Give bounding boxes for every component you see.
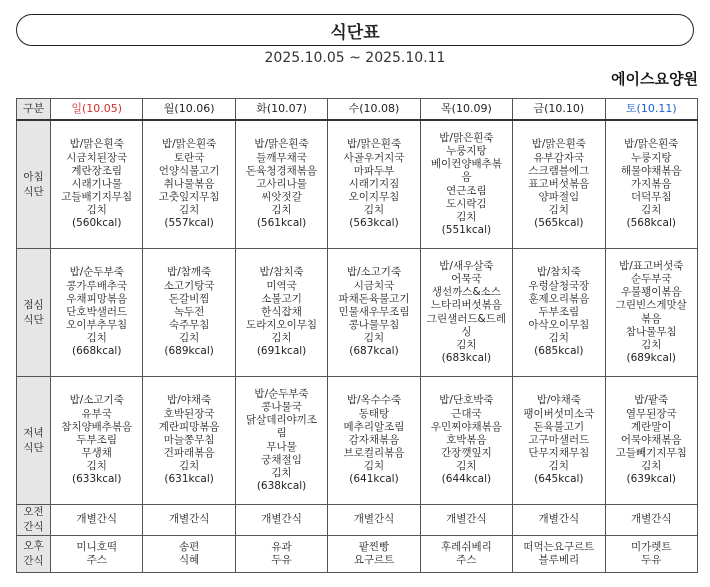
meal-label-line: 점심 [23,298,44,311]
menu-cell [605,505,697,536]
menu-item: 두부조림 [76,433,117,446]
menu-item: 콩나물국 [261,400,302,413]
menu-item: 미역국 [266,279,297,292]
menu-item: 후레쉬베리 [441,540,492,553]
menu-item: 김치 [548,204,569,217]
menu-item: 개별간식 [76,513,117,526]
menu-item: 오이부추무침 [66,319,128,332]
menu-item: 두부조림 [538,305,580,318]
menu-item: 호박된장국 [163,407,215,420]
menu-item: 밥/맑은흰죽 [531,138,586,151]
menu-item: 김치 [86,460,107,473]
menu-item: 아삭오이무침 [528,319,590,332]
menu-item: (557kcal) [164,217,214,230]
menu-item: 김치 [178,332,200,345]
menu-item: 콩나물무침 [348,319,400,332]
menu-item: 근대국 [451,407,482,420]
menu-item: 우렁살청국장 [528,279,590,292]
menu-item: 생선까스&소스 [431,286,501,299]
menu-item: 그린샐러드&드레 [426,312,506,325]
menu-item: 민물새우무조림 [338,305,410,318]
pm-snack-row [17,536,698,573]
menu-item: 동태탕 [358,407,390,420]
menu-item: 음 [461,171,472,184]
menu-item: 싱 [461,325,472,338]
menu-item: 돈갈비찜 [168,292,210,305]
menu-item: 시래기지짐 [348,177,400,190]
meal-label-line: 오전 [23,506,44,518]
menu-item: 미니호떡 [76,540,117,553]
menu-item: 도라지오이무침 [246,319,318,332]
menu-cell [513,505,605,536]
meal-plan-table [16,98,698,573]
menu-cell [51,249,143,377]
menu-item: 주스 [86,554,107,566]
menu-item: 가지볶음 [630,177,672,190]
day-header-tue: 화(10.07) [235,99,327,121]
menu-item: 고춧잎지무침 [158,191,220,204]
menu-item: 밥/맑은흰죽 [439,131,494,144]
menu-cell [420,120,512,249]
menu-item: 밥/맑은흰죽 [254,138,309,151]
menu-item: 닭살데리야끼조 [246,414,318,427]
menu-item: 우민찌야채볶음 [430,420,502,433]
menu-item: 블루베리 [538,554,580,566]
menu-item: 무생채 [81,447,112,460]
menu-item: 김치 [641,204,662,217]
menu-item: (641kcal) [349,473,399,486]
meal-label-line: 저녁 [23,426,44,439]
menu-item: 훈제오리볶음 [528,292,590,305]
day-header-wed: 수(10.08) [328,99,420,121]
menu-item: 한식잡채 [261,305,302,318]
header-label-cell: 구분 [17,99,51,121]
menu-item: 김치 [86,204,107,217]
menu-item: 메추리알조림 [343,420,405,433]
menu-item: 김치 [178,204,200,217]
menu-cell [328,249,420,377]
menu-item: 순두부국 [630,272,672,285]
am-snack-label [17,505,51,536]
menu-item: 소고기탕국 [163,279,215,292]
page-title-box [16,14,694,46]
menu-item: 밥/야채죽 [536,394,581,407]
breakfast-row [17,120,698,249]
menu-item: (644kcal) [441,473,492,486]
menu-item: 김치 [548,332,569,345]
menu-item: 참치양배추볶음 [61,420,133,433]
menu-item: 들깨무채국 [256,151,307,164]
menu-cell [605,536,697,573]
menu-item: 주스 [456,554,477,566]
menu-item: 건파래볶음 [163,447,215,460]
menu-item: 단무지채무침 [528,447,590,460]
menu-cell [235,377,327,505]
day-header-thu: 목(10.09) [420,99,512,121]
menu-cell [143,505,235,536]
menu-item: 밥/참깨죽 [167,266,212,279]
menu-item: (668kcal) [71,345,122,358]
menu-cell [513,249,605,377]
menu-item: 김치 [178,460,200,473]
menu-cell [328,377,420,505]
date-range: 2025.10.05 ~ 2025.10.11 [264,50,446,66]
menu-item: 밥/맑은흰죽 [346,138,402,151]
menu-item: 시금치국 [353,279,395,292]
menu-item: 연근조림 [446,184,487,197]
menu-item: 개별간식 [168,513,210,526]
menu-cell [235,505,327,536]
menu-item: 열무된장국 [625,407,677,420]
day-header-sun: 일(10.05) [51,99,143,121]
menu-item: 궁채절임 [261,453,302,466]
menu-item: 김치 [456,460,477,473]
menu-item: 어묵야채볶음 [620,433,682,446]
menu-cell [328,505,420,536]
menu-item: 개별간식 [630,513,672,526]
menu-item: 고들빼기지무침 [615,447,687,460]
menu-item: 그린빈스게맛살 [615,299,687,312]
menu-cell [605,377,697,505]
menu-item: 밥/야채죽 [167,394,212,407]
menu-cell [143,536,235,573]
menu-item: 우채피망볶음 [66,292,128,305]
menu-item: 표고버섯볶음 [528,177,590,190]
menu-item: 떠먹는요구르트 [523,540,595,553]
menu-cell [420,377,512,505]
meal-label-line: 간식 [23,555,44,567]
menu-item: 김치 [271,332,292,345]
menu-cell [51,505,143,536]
meal-label-line: 식단 [23,441,44,454]
menu-item: 누룽지탕 [446,144,487,157]
menu-item: 밥/맑은흰죽 [624,138,679,151]
menu-cell [605,120,697,249]
menu-cell [420,536,512,573]
meal-label-line: 오후 [23,540,44,552]
menu-item: 개별간식 [446,513,487,526]
menu-item: 간장깻잎지 [441,447,492,460]
menu-item: 김치 [641,338,662,351]
menu-item: 돈육불고기 [533,420,585,433]
menu-item: 미가렛트 [630,540,672,553]
menu-item: 개별간식 [261,513,302,526]
am-snack-row [17,505,698,536]
day-header-fri: 금(10.10) [513,99,605,121]
menu-item: (560kcal) [71,217,122,230]
header-row [17,99,698,121]
menu-item: (638kcal) [256,480,307,493]
menu-item: 더덕무침 [630,191,672,204]
menu-item: 파채돈육불고기 [338,292,410,305]
meal-label-line: 아침 [23,170,44,183]
menu-item: (633kcal) [71,473,122,486]
menu-item: 밥/소고기죽 [69,394,124,407]
menu-item: (683kcal) [441,352,492,365]
menu-item: 소불고기 [261,292,302,305]
menu-item: 해물야채볶음 [620,164,682,177]
menu-item: 녹두전 [173,305,205,318]
menu-item: (563kcal) [349,217,399,230]
menu-item: 두유 [271,554,292,566]
menu-cell [51,377,143,505]
breakfast-label [17,120,51,249]
menu-item: (689kcal) [626,352,676,365]
menu-cell [143,120,235,249]
menu-item: 고구마샐러드 [528,433,590,446]
menu-cell [235,120,327,249]
menu-item: (631kcal) [164,473,214,486]
menu-item: 식혜 [178,554,200,566]
menu-item: 림 [276,427,287,440]
menu-item: (691kcal) [256,345,307,358]
menu-item: 호박볶음 [446,433,487,446]
menu-item: (639kcal) [626,473,676,486]
menu-item: 김치 [548,460,569,473]
menu-item: 감자채볶음 [348,433,400,446]
menu-item: (561kcal) [256,217,307,230]
day-header-mon: 월(10.06) [143,99,235,121]
menu-item: 볶음 [641,312,662,325]
menu-item: 밥/옥수수죽 [346,394,402,407]
menu-item: 개별간식 [353,513,395,526]
lunch-row [17,249,698,377]
menu-item: 오이지무침 [348,191,400,204]
menu-item: 송편 [178,540,200,553]
menu-item: (565kcal) [534,217,584,230]
menu-item: 사골우거지국 [343,151,405,164]
menu-item: 김치 [363,332,385,345]
menu-cell [51,120,143,249]
menu-item: (689kcal) [164,345,214,358]
menu-item: 숙주무침 [168,319,210,332]
menu-cell [420,505,512,536]
meal-label-line: 식단 [23,313,44,326]
menu-item: (685kcal) [534,345,584,358]
menu-item: 참나물무침 [625,325,677,338]
menu-cell [420,249,512,377]
menu-item: 브로컬리볶음 [343,447,405,460]
menu-item: 김치 [271,466,292,479]
menu-item: 단호박샐러드 [66,305,128,318]
menu-item: 무나물 [266,440,297,453]
menu-item: 토란국 [173,151,205,164]
menu-item: 밥/표고버섯죽 [619,259,684,272]
menu-item: (645kcal) [534,473,584,486]
menu-cell [513,120,605,249]
pm-snack-label [17,536,51,573]
menu-item: 우불꽹이볶음 [620,286,682,299]
menu-item: 마파두부 [353,164,395,177]
menu-cell [51,536,143,573]
menu-item: 요구르트 [353,554,395,566]
menu-item: 씨앗젓갈 [261,191,302,204]
menu-item: (687kcal) [349,345,399,358]
menu-item: 베이컨양배추볶 [430,158,502,171]
menu-cell [235,249,327,377]
menu-item: 스크램블에그 [528,164,590,177]
menu-item: 계란피망볶음 [158,420,220,433]
menu-item: 밥/순두부죽 [69,266,124,279]
facility-name: 에이스요양원 [611,70,698,88]
menu-item: 밥/맑은흰죽 [162,138,217,151]
menu-item: 밥/순두부죽 [254,387,309,400]
menu-item: 시래기나물 [71,177,123,190]
menu-cell [513,377,605,505]
menu-item: 양파절임 [538,191,580,204]
dinner-row [17,377,698,505]
menu-item: 밥/단호박죽 [439,394,494,407]
menu-item: 팽이버섯미소국 [523,407,595,420]
meal-label-line: 간식 [23,521,44,533]
menu-item: 어묵국 [451,272,482,285]
menu-item: 밥/소고기죽 [346,266,402,279]
menu-item: 마늘쫑무침 [163,433,215,446]
menu-item: 김치 [456,338,477,351]
menu-item: 밥/새우살죽 [439,259,494,272]
menu-item: 시금치된장국 [66,151,128,164]
menu-cell [328,120,420,249]
menu-item: 고들배기지무침 [61,191,133,204]
menu-cell [143,377,235,505]
menu-item: (568kcal) [626,217,676,230]
page-title: 식단표 [330,22,380,43]
menu-item: 언양식불고기 [158,164,220,177]
menu-item: 도시락김 [446,197,487,210]
menu-item: 팥찐빵 [358,540,390,553]
menu-item: 두유 [641,554,662,566]
menu-item: 김치 [86,332,107,345]
menu-item: 유부국 [81,407,112,420]
menu-item: 계란장조림 [71,164,123,177]
menu-item: 김치 [363,460,385,473]
menu-item: 밥/참치죽 [259,266,304,279]
menu-item: 김치 [271,204,292,217]
menu-item: 밥/팥죽 [634,394,669,407]
menu-cell [143,249,235,377]
menu-item: 밥/맑은흰죽 [69,138,124,151]
menu-item: 김치 [456,210,477,223]
menu-cell [513,536,605,573]
dinner-label [17,377,51,505]
menu-item: (551kcal) [441,224,492,237]
menu-item: 김치 [363,204,385,217]
menu-item: 개별간식 [538,513,580,526]
menu-item: 고사리나물 [256,177,307,190]
menu-item: 느타리버섯볶음 [430,299,502,312]
menu-item: 콩가루배추국 [66,279,128,292]
menu-cell [235,536,327,573]
menu-item: 밥/참치죽 [536,266,581,279]
menu-cell [328,536,420,573]
menu-item: 유과 [271,540,292,553]
menu-cell [605,249,697,377]
lunch-label [17,249,51,377]
menu-item: 유부감자국 [533,151,585,164]
menu-item: 김치 [641,460,662,473]
menu-item: 계란말이 [630,420,672,433]
menu-item: 누룽지탕 [630,151,672,164]
menu-item: 돈육청경채볶음 [246,164,318,177]
meal-label-line: 식단 [23,185,44,198]
menu-item: 취나물볶음 [163,177,215,190]
day-header-sat: 토(10.11) [605,99,697,121]
